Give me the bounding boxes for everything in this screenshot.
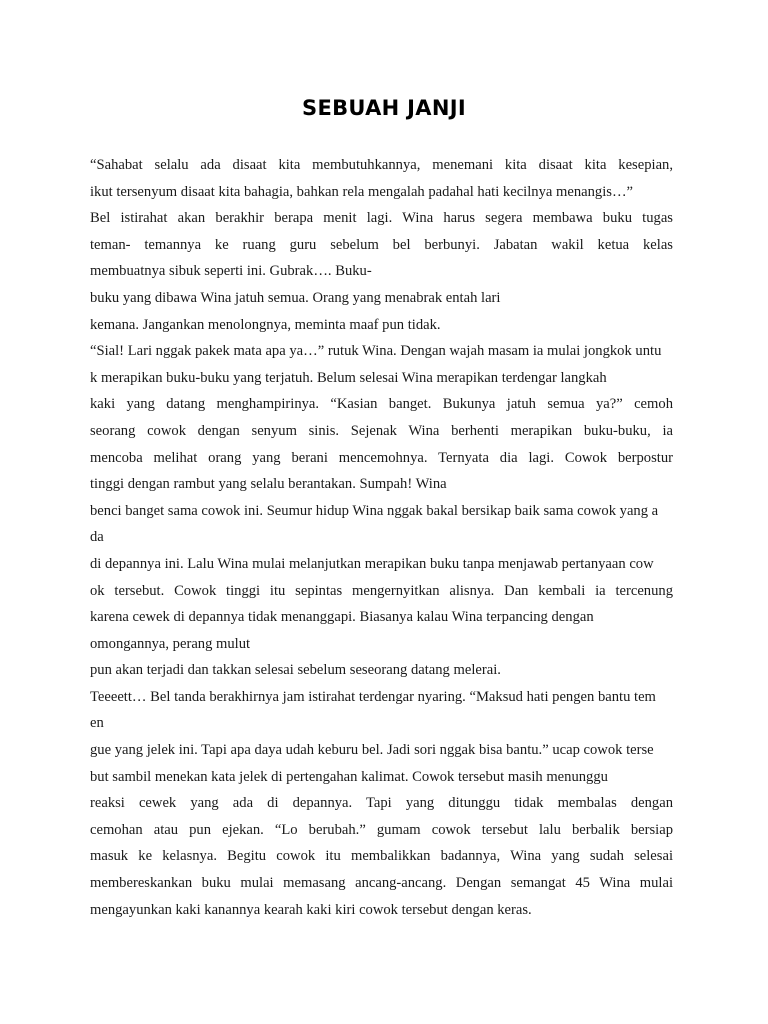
text-line: Teeeett… Bel tanda berakhirnya jam istirahat terdengar nyaring. “Maksud hati pengen bantu tem bbox=[90, 688, 656, 705]
text-line: mengayunkan kaki kanannya kearah kaki kiri cowok tersebut dengan keras. bbox=[90, 901, 532, 918]
text-line: pun akan terjadi dan takkan selesai sebelum seseorang datang melerai. bbox=[90, 662, 501, 679]
text-line: cemohan atau pun ejekan. “Lo berubah.” gumam cowok tersebut lalu berbalik bersiap bbox=[90, 821, 673, 838]
text-line: mencoba melihat orang yang berani mencemohnya. Ternyata dia lagi. Cowok berpostur bbox=[90, 449, 673, 466]
text-line: Bel istirahat akan berakhir berapa menit lagi. Wina harus segera membawa buku tugas bbox=[90, 210, 673, 227]
text-line: kemana. Jangankan menolongnya, meminta maaf pun tidak. bbox=[90, 316, 441, 333]
text-line: kaki yang datang menghampirinya. “Kasian banget. Bukunya jatuh semua ya?” cemoh bbox=[90, 396, 673, 413]
text-line: “Sahabat selalu ada disaat kita membutuhkannya, menemani kita disaat kita kesepian, bbox=[90, 157, 673, 173]
text-line: ikut tersenyum disaat kita bahagia, bahkan rela mengalah padahal hati kecilnya menangis…” bbox=[90, 183, 634, 200]
text-line: gue yang jelek ini. Tapi apa daya udah keburu bel. Jadi sori nggak bisa bantu.” ucap cowok terse bbox=[90, 742, 654, 759]
text-line: di depannya ini. Lalu Wina mulai melanjutkan merapikan buku tanpa menjawab pertanyaan cow bbox=[90, 555, 654, 572]
text-line: teman- temannya ke ruang guru sebelum bel berbunyi. Jabatan wakil ketua kelas bbox=[90, 236, 673, 253]
text-line: buku yang dibawa Wina jatuh semua. Orang yang menabrak entah lari bbox=[90, 289, 501, 306]
text-line: reaksi cewek yang ada di depannya. Tapi yang ditunggu tidak membalas dengan bbox=[90, 795, 673, 812]
text-line: seorang cowok dengan senyum sinis. Sejenak Wina berhenti merapikan buku-buku, ia bbox=[90, 422, 673, 439]
text-line: but sambil menekan kata jelek di pertengahan kalimat. Cowok tersebut masih menunggu bbox=[90, 768, 608, 785]
text-line: en bbox=[90, 715, 104, 732]
text-line: omongannya, perang mulut bbox=[90, 635, 251, 652]
story-body bbox=[90, 152, 690, 923]
text-line: ok tersebut. Cowok tinggi itu sepintas mengernyitkan alisnya. Dan kembali ia tercenung bbox=[90, 582, 673, 599]
text-line: k merapikan buku-buku yang terjatuh. Belum selesai Wina merapikan terdengar langkah bbox=[90, 369, 607, 386]
text-line: masuk ke kelasnya. Begitu cowok itu membalikkan badannya, Wina yang sudah selesai bbox=[90, 848, 673, 865]
text-line: karena cewek di depannya tidak menanggapi. Biasanya kalau Wina terpancing dengan bbox=[90, 609, 594, 626]
text-line: membuatnya sibuk seperti ini. Gubrak…. Buku- bbox=[90, 263, 372, 280]
text-line: benci banget sama cowok ini. Seumur hidup Wina nggak bakal bersikap baik sama cowok yang a bbox=[90, 502, 659, 519]
text-line: membereskankan buku mulai memasang ancang-ancang. Dengan semangat 45 Wina mulai bbox=[90, 875, 673, 892]
text-line: “Sial! Lari nggak pakek mata apa ya…” rutuk Wina. Dengan wajah masam ia mulai jongkok untu bbox=[90, 343, 662, 360]
text-line: tinggi dengan rambut yang selalu berantakan. Sumpah! Wina bbox=[90, 476, 447, 493]
text-line: da bbox=[90, 529, 104, 546]
document-title: SEBUAH JANJI bbox=[302, 96, 466, 120]
